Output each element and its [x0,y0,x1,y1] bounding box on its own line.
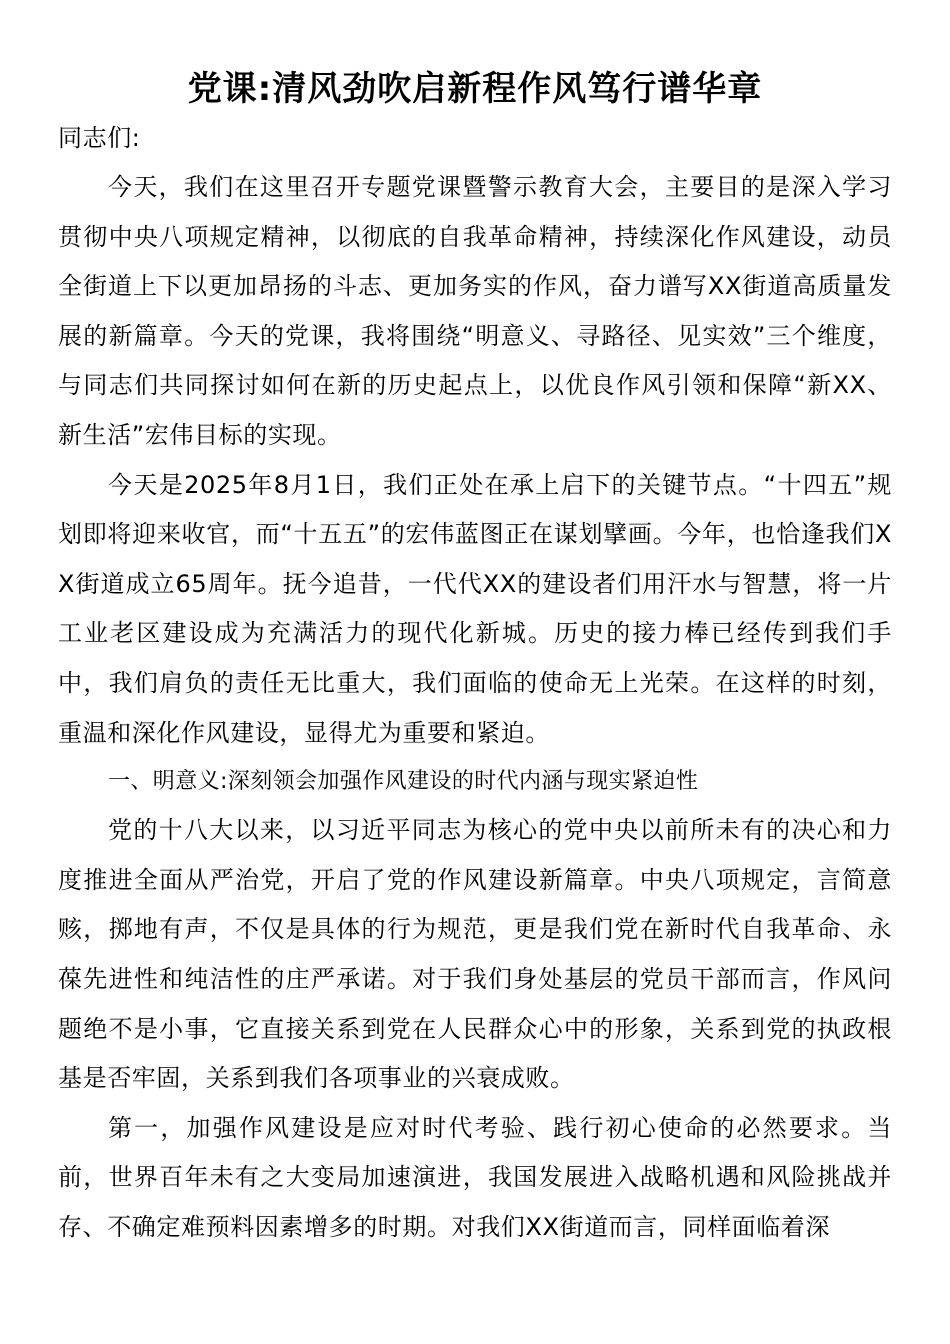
document-title: 党课:清风劲吹启新程作风笃行谱华章 [187,69,763,109]
document-page [58,64,892,1252]
salutation: 同志们: [58,124,141,152]
paragraph-context: 今天是2025年8月1日，我们正处在承上启下的关键节点。“十四五”规划即将迎来收官，而“十五五”的宏伟蓝图正在谋划擘画。今年，也恰逢我们XX街道成立65周年。抚今追昔，一代代XX的建设者们用汗水与智慧，将一片工业老区建设成为充满活力的现代化新城。历史的接力棒已经传到我们手中，我们肩负的责任无比重大，我们面临的使命无上光荣。在这样的时刻，重温和深化作风建设，显得尤为重要和紧迫。 [58,470,892,747]
paragraph-opening: 今天，我们在这里召开专题党课暨警示教育大会，主要目的是深入学习贯彻中央八项规定精神，以彻底的自我革命精神，持续深化作风建设，动员全街道上下以更加昂扬的斗志、更加务实的作风，奋力谱写XX街道高质量发展的新篇章。今天的党课，我将围绕“明意义、寻路径、见实效”三个维度，与同志们共同探讨如何在新的历史起点上，以优良作风引领和保障“新XX、新生活”宏伟目标的实现。 [58,173,892,449]
paragraph-section-intro: 党的十八大以来，以习近平同志为核心的党中央以前所未有的决心和力度推进全面从严治党，开启了党的作风建设新篇章。中央八项规定，言简意赅，掷地有声，不仅是具体的行为规范，更是我们党在新时代自我革命、永葆先进性和纯洁性的庄严承诺。对于我们身处基层的党员干部而言，作风问题绝不是小事，它直接关系到党在人民群众心中的形象，关系到党的执政根基是否牢固，关系到我们各项事业的兴衰成败。 [58,816,892,1093]
section-heading: 一、明意义:深刻领会加强作风建设的时代内涵与现实紧迫性 [108,769,699,795]
paragraph-point-one: 第一，加强作风建设是应对时代考验、践行初心使命的必然要求。当前，世界百年未有之大变局加速演进，我国发展进入战略机遇和风险挑战并存、不确定难预料因素增多的时期。对我们XX街道而言，同样面临着深 [58,1113,892,1241]
